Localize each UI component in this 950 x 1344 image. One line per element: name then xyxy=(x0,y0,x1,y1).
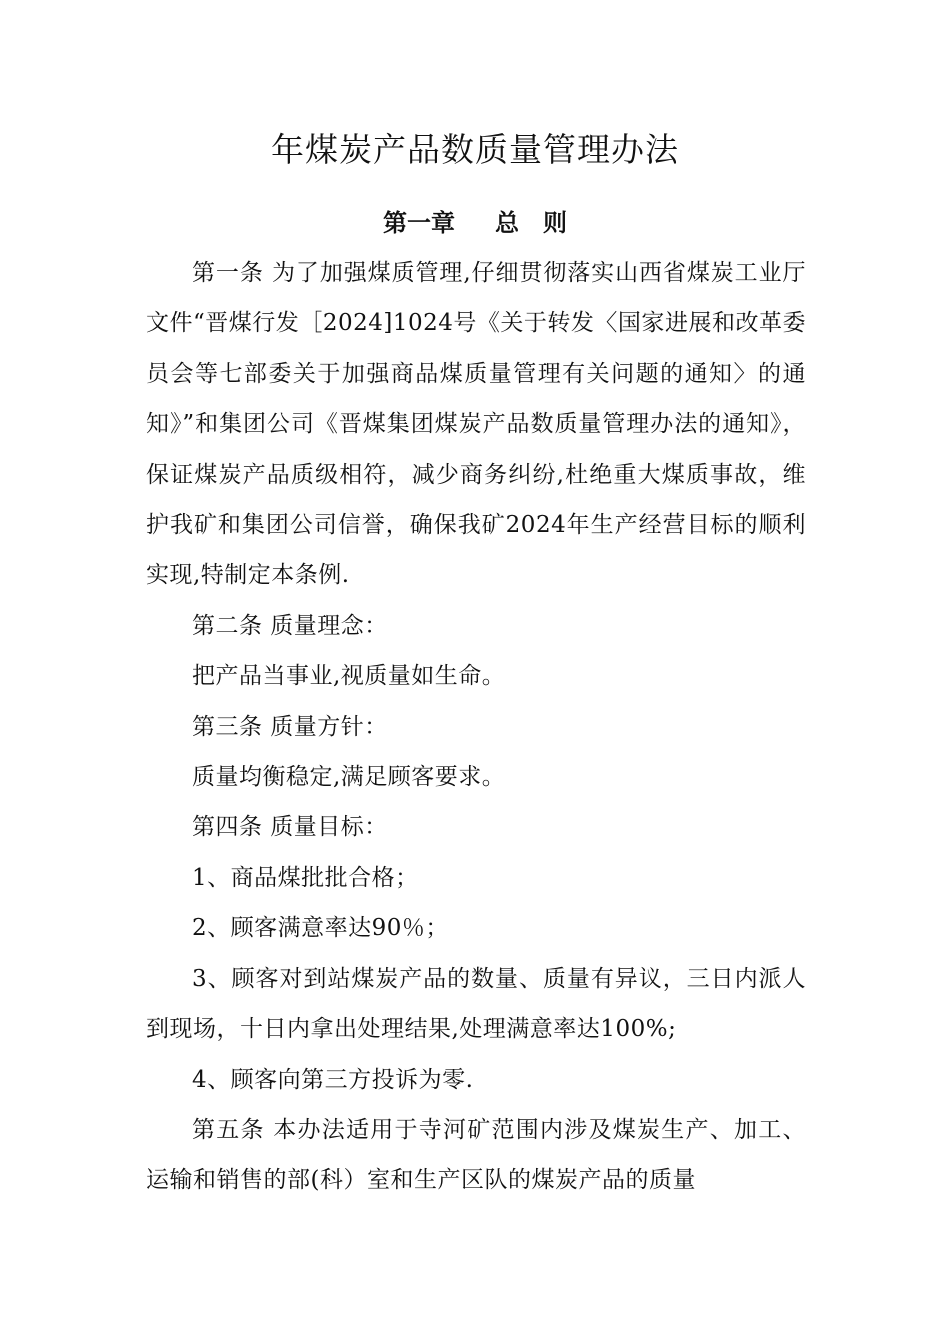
chapter-heading xyxy=(0,199,950,247)
quality-goal-item-1: 1、商品煤批批合格； xyxy=(192,864,419,891)
chapter-name: 总 则 xyxy=(495,209,567,237)
article-5-paragraph: 第五条 本办法适用于寺河矿范围内涉及煤炭生产、加工、运输和销售的部(科）室和生产区队的煤炭产品的质量 xyxy=(146,1116,806,1194)
document-body xyxy=(146,248,806,1206)
quality-goal-item-3: 3、顾客对到站煤炭产品的数量、质量有异议，三日内派人到现场，十日内拿出处理结果,处理满意率达100%; xyxy=(146,965,806,1043)
article-4-heading: 第四条 质量目标： xyxy=(192,814,388,841)
article-1-paragraph: 第一条 为了加强煤质管理,仔细贯彻落实山西省煤炭工业厅文件“晋煤行发［2024]1024号《关于转发〈国家进展和改革委员会等七部委关于加强商品煤质量管理有关问题的通知〉的通知》”和集团公司《晋煤集团煤炭产品数质量管理办法的通知》，保证煤炭产品质级相符，减少商务纠纷,杜绝重大煤质事故，维护我矿和集团公司信誉，确保我矿2024年生产经营目标的顺利实现,特制定本条例. xyxy=(146,260,806,589)
article-2-heading: 第二条 质量理念： xyxy=(192,612,388,639)
quality-goal-item-2: 2、顾客满意率达90％； xyxy=(192,915,449,942)
article-3-heading: 第三条 质量方针： xyxy=(192,713,388,740)
quality-concept-text: 把产品当事业,视质量如生命。 xyxy=(192,663,506,690)
quality-policy-text: 质量均衡稳定,满足顾客要求。 xyxy=(192,764,506,791)
chapter-number: 第一章 xyxy=(383,209,455,237)
document-title: 年煤炭产品数质量管理办法 xyxy=(271,130,679,169)
quality-goal-item-4: 4、顾客向第三方投诉为零. xyxy=(192,1066,474,1093)
